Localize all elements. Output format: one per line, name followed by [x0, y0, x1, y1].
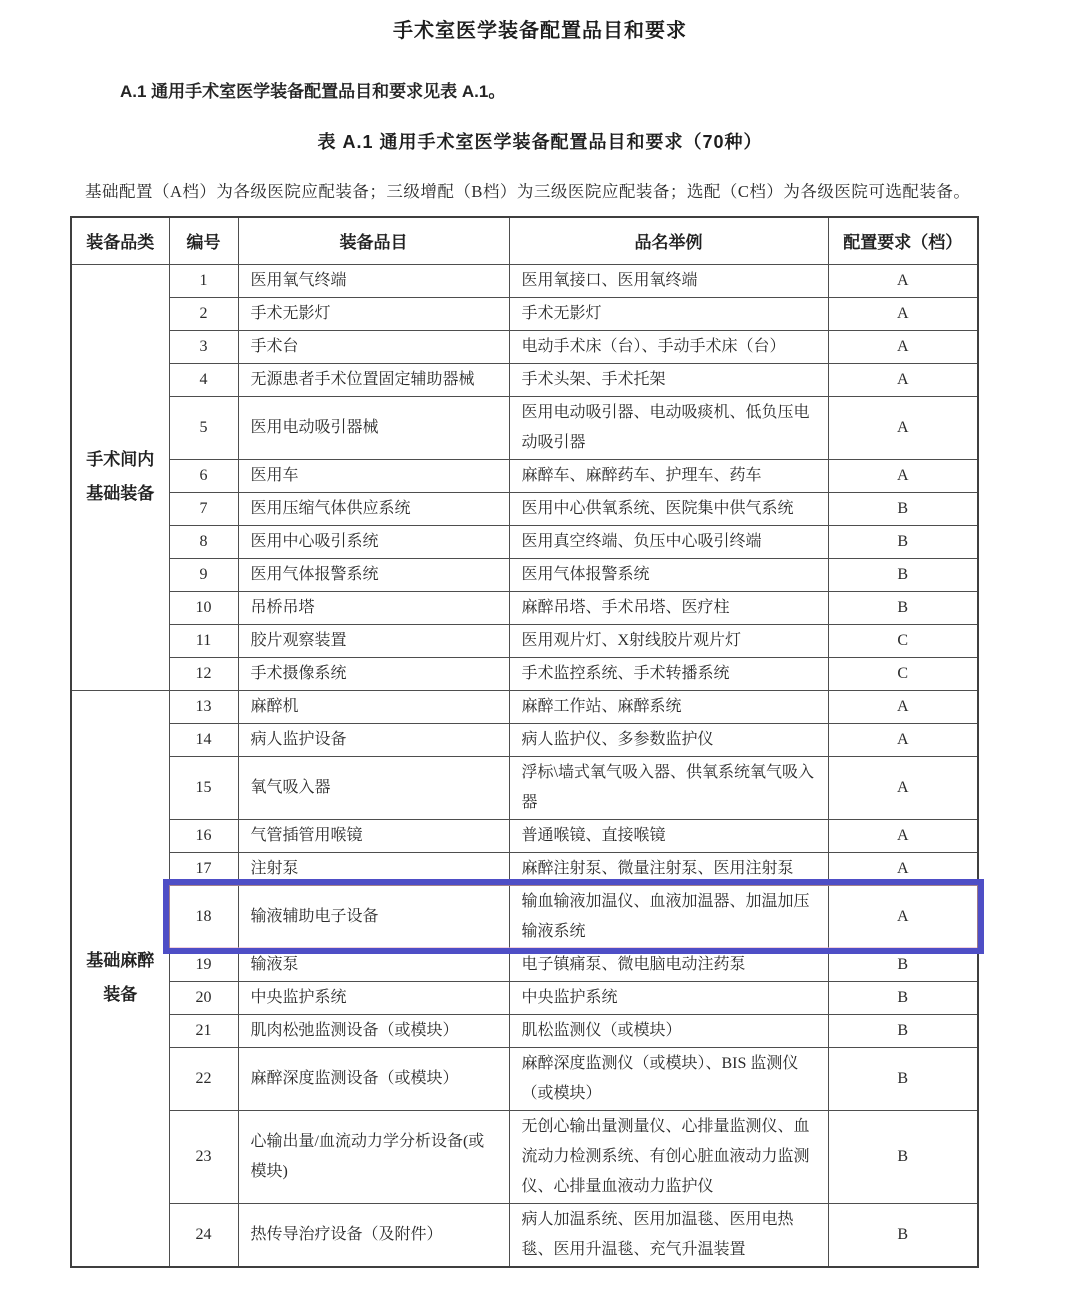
grade-cell: A [828, 330, 978, 363]
item-name-cell: 输液泵 [238, 948, 509, 981]
grade-cell: C [828, 657, 978, 690]
item-name-cell: 医用中心吸引系统 [238, 525, 509, 558]
grade-cell: A [828, 723, 978, 756]
category-cell-1: 基础麻醉 装备 [71, 690, 169, 1267]
grade-cell: A [828, 297, 978, 330]
table-header-row [71, 217, 978, 264]
item-name-cell: 麻醉机 [238, 690, 509, 723]
examples-cell: 麻醉工作站、麻醉系统 [509, 690, 828, 723]
grade-cell: A [828, 756, 978, 819]
examples-cell: 手术无影灯 [509, 297, 828, 330]
examples-cell: 医用氧接口、医用氧终端 [509, 264, 828, 297]
item-name-cell: 吊桥吊塔 [238, 591, 509, 624]
row-number-cell: 4 [169, 363, 238, 396]
item-name-cell: 输液辅助电子设备 [238, 885, 509, 948]
table-row [71, 264, 978, 297]
item-name-cell: 无源患者手术位置固定辅助器械 [238, 363, 509, 396]
item-name-cell: 手术无影灯 [238, 297, 509, 330]
table-row [71, 1014, 978, 1047]
table-wrapper [70, 216, 977, 1268]
grade-cell: A [828, 690, 978, 723]
item-name-cell: 中央监护系统 [238, 981, 509, 1014]
grade-cell: B [828, 1047, 978, 1110]
grade-cell: A [828, 363, 978, 396]
row-number-cell: 3 [169, 330, 238, 363]
table-row [71, 690, 978, 723]
item-name-cell: 医用氧气终端 [238, 264, 509, 297]
row-number-cell: 23 [169, 1110, 238, 1203]
examples-cell: 电动手术床（台）、手动手术床（台） [509, 330, 828, 363]
table-row [71, 1110, 978, 1203]
table-row [71, 852, 978, 885]
row-number-cell: 18 [169, 885, 238, 948]
table-row [71, 1047, 978, 1110]
table-row [71, 396, 978, 459]
row-number-cell: 19 [169, 948, 238, 981]
examples-cell: 医用观片灯、X射线胶片观片灯 [509, 624, 828, 657]
row-number-cell: 6 [169, 459, 238, 492]
item-name-cell: 注射泵 [238, 852, 509, 885]
examples-cell: 麻醉注射泵、微量注射泵、医用注射泵 [509, 852, 828, 885]
row-number-cell: 12 [169, 657, 238, 690]
grade-cell: B [828, 525, 978, 558]
examples-cell: 医用电动吸引器、电动吸痰机、低负压电动吸引器 [509, 396, 828, 459]
intro-text: A.1 通用手术室医学装备配置品目和要求见表 A.1。 [120, 82, 506, 101]
table-row [71, 525, 978, 558]
examples-cell: 麻醉车、麻醉药车、护理车、药车 [509, 459, 828, 492]
table-row [71, 492, 978, 525]
grade-cell: B [828, 558, 978, 591]
grade-cell: A [828, 459, 978, 492]
grade-cell: A [828, 396, 978, 459]
item-name-cell: 医用电动吸引器械 [238, 396, 509, 459]
row-number-cell: 22 [169, 1047, 238, 1110]
examples-cell: 电子镇痛泵、微电脑电动注药泵 [509, 948, 828, 981]
examples-cell: 肌松监测仪（或模块） [509, 1014, 828, 1047]
row-number-cell: 8 [169, 525, 238, 558]
grade-cell: A [828, 819, 978, 852]
item-name-cell: 医用气体报警系统 [238, 558, 509, 591]
table-row [71, 459, 978, 492]
table-row [71, 624, 978, 657]
page-title: 手术室医学装备配置品目和要求 [393, 20, 687, 42]
table-row [71, 1203, 978, 1267]
table-row [71, 558, 978, 591]
table-row [71, 756, 978, 819]
column-header-3: 品名举例 [509, 217, 828, 264]
table-row [71, 657, 978, 690]
row-number-cell: 17 [169, 852, 238, 885]
document-page [0, 14, 1080, 1268]
item-name-cell: 医用车 [238, 459, 509, 492]
item-name-cell: 医用压缩气体供应系统 [238, 492, 509, 525]
grade-cell: B [828, 1014, 978, 1047]
table-row [71, 885, 978, 948]
grade-cell: C [828, 624, 978, 657]
row-number-cell: 24 [169, 1203, 238, 1267]
table-row [71, 723, 978, 756]
examples-cell: 浮标\墙式氧气吸入器、供氧系统氧气吸入器 [509, 756, 828, 819]
grade-cell: B [828, 1203, 978, 1267]
table-row [71, 591, 978, 624]
table-body [71, 264, 978, 1267]
column-header-0: 装备品类 [71, 217, 169, 264]
item-name-cell: 氧气吸入器 [238, 756, 509, 819]
item-name-cell: 热传导治疗设备（及附件） [238, 1203, 509, 1267]
examples-cell: 麻醉吊塔、手术吊塔、医疗柱 [509, 591, 828, 624]
examples-cell: 病人加温系统、医用加温毯、医用电热毯、医用升温毯、充气升温装置 [509, 1203, 828, 1267]
column-header-4: 配置要求（档） [828, 217, 978, 264]
row-number-cell: 1 [169, 264, 238, 297]
table-caption: 表 A.1 通用手术室医学装备配置品目和要求（70种） [317, 132, 763, 152]
examples-cell: 普通喉镜、直接喉镜 [509, 819, 828, 852]
grade-cell: B [828, 1110, 978, 1203]
grade-cell: B [828, 492, 978, 525]
column-header-1: 编号 [169, 217, 238, 264]
grade-cell: A [828, 264, 978, 297]
item-name-cell: 麻醉深度监测设备（或模块） [238, 1047, 509, 1110]
examples-cell: 无创心输出量测量仪、心排量监测仪、血流动力检测系统、有创心脏血液动力监测仪、心排量血液动力监护仪 [509, 1110, 828, 1203]
examples-cell: 医用真空终端、负压中心吸引终端 [509, 525, 828, 558]
table-row [71, 819, 978, 852]
examples-cell: 输血输液加温仪、血液加温器、加温加压输液系统 [509, 885, 828, 948]
row-number-cell: 10 [169, 591, 238, 624]
examples-cell: 手术监控系统、手术转播系统 [509, 657, 828, 690]
table-row [71, 330, 978, 363]
item-name-cell: 胶片观察装置 [238, 624, 509, 657]
row-number-cell: 11 [169, 624, 238, 657]
grade-cell: B [828, 591, 978, 624]
table-row [71, 948, 978, 981]
grade-cell: A [828, 885, 978, 948]
row-number-cell: 5 [169, 396, 238, 459]
grade-cell: A [828, 852, 978, 885]
row-number-cell: 9 [169, 558, 238, 591]
examples-cell: 病人监护仪、多参数监护仪 [509, 723, 828, 756]
examples-cell: 中央监护系统 [509, 981, 828, 1014]
row-number-cell: 13 [169, 690, 238, 723]
row-number-cell: 7 [169, 492, 238, 525]
table-row [71, 363, 978, 396]
table-row [71, 297, 978, 330]
row-number-cell: 2 [169, 297, 238, 330]
table-row [71, 981, 978, 1014]
grade-cell: B [828, 981, 978, 1014]
row-number-cell: 20 [169, 981, 238, 1014]
item-name-cell: 手术台 [238, 330, 509, 363]
item-name-cell: 病人监护设备 [238, 723, 509, 756]
row-number-cell: 16 [169, 819, 238, 852]
grade-cell: B [828, 948, 978, 981]
item-name-cell: 手术摄像系统 [238, 657, 509, 690]
examples-cell: 医用气体报警系统 [509, 558, 828, 591]
column-header-2: 装备品目 [238, 217, 509, 264]
examples-cell: 手术头架、手术托架 [509, 363, 828, 396]
item-name-cell: 肌肉松弛监测设备（或模块） [238, 1014, 509, 1047]
row-number-cell: 21 [169, 1014, 238, 1047]
category-cell-0: 手术间内 基础装备 [71, 264, 169, 690]
table-note: 基础配置（A档）为各级医院应配装备；三级增配（B档）为三级医院应配装备；选配（C档）为各级医院可选配装备。 [85, 182, 971, 201]
row-number-cell: 14 [169, 723, 238, 756]
item-name-cell: 心输出量/血流动力学分析设备(或模块) [238, 1110, 509, 1203]
examples-cell: 医用中心供氧系统、医院集中供气系统 [509, 492, 828, 525]
equipment-table [70, 216, 979, 1268]
examples-cell: 麻醉深度监测仪（或模块）、BIS 监测仪（或模块） [509, 1047, 828, 1110]
row-number-cell: 15 [169, 756, 238, 819]
item-name-cell: 气管插管用喉镜 [238, 819, 509, 852]
